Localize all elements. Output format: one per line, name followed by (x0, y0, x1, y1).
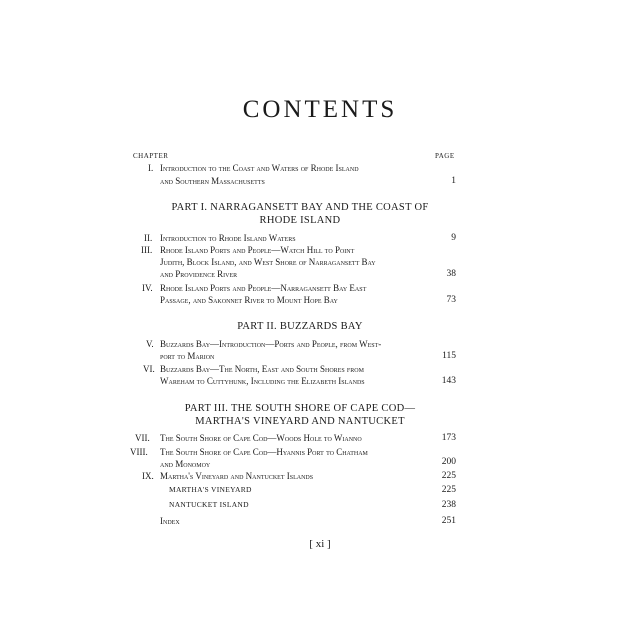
part-heading: RHODE ISLAND (259, 215, 341, 226)
chapter-title-line: and Providence River (160, 269, 238, 279)
part-heading: PART III. THE SOUTH SHORE OF CAPE COD— (184, 403, 416, 414)
page-folio: [ xi ] (309, 538, 331, 550)
chapter-title-line: Wareham to Cuttyhunk, Including the Elizabeth Islands (160, 376, 365, 386)
chapter-number: VIII. (130, 447, 148, 457)
chapter-title-line: Rhode Island Ports and People—Watch Hill to Point (160, 245, 355, 255)
chapter-column-header: CHAPTER (133, 152, 169, 160)
chapter-title-line: and Southern Massachusetts (160, 176, 265, 186)
chapter-page: 173 (441, 433, 456, 443)
section-title: MARTHA'S VINEYARD (169, 485, 252, 494)
chapter-title-line: Rhode Island Ports and People—Narragansett Bay East (160, 283, 367, 293)
chapter-number: IX. (142, 471, 154, 481)
chapter-title-line: The South Shore of Cape Cod—Hyannis Port to Chatham (160, 447, 368, 457)
chapter-title-line: Passage, and Sakonnet River to Mount Hope Bay (160, 295, 338, 305)
chapter-title-line: The South Shore of Cape Cod—Woods Hole to Wianno (160, 433, 362, 443)
chapter-title-line: Martha's Vineyard and Nantucket Islands (160, 471, 314, 481)
chapter-title-line: Buzzards Bay—Introduction—Ports and People, from West- (160, 339, 382, 349)
chapter-page: 73 (446, 295, 456, 305)
chapter-number: II. (144, 233, 153, 243)
chapter-title-line: Judith, Block Island, and West Shore of Narragansett Bay (160, 257, 376, 267)
section-page: 225 (441, 485, 456, 495)
chapter-number: VI. (143, 364, 155, 374)
section-title: NANTUCKET ISLAND (169, 500, 249, 509)
page-column-header: PAGE (435, 152, 455, 160)
chapter-number: I. (148, 163, 154, 173)
chapter-title-line: Buzzards Bay—The North, East and South Shores from (160, 364, 364, 374)
chapter-page: 225 (441, 471, 456, 481)
chapter-number: VII. (135, 433, 150, 443)
chapter-title-line: Introduction to the Coast and Waters of Rhode Island (160, 163, 359, 173)
chapter-number: V. (146, 339, 154, 349)
chapter-page: 1 (451, 176, 456, 186)
index-label: Index (160, 516, 180, 526)
part-heading: PART II. BUZZARDS BAY (237, 321, 363, 332)
chapter-number: IV. (142, 283, 153, 293)
part-heading: MARTHA'S VINEYARD AND NANTUCKET (195, 416, 405, 427)
chapter-title-line: port to Marion (160, 351, 215, 361)
chapter-title-line: Introduction to Rhode Island Waters (160, 233, 296, 243)
part-heading: PART I. NARRAGANSETT BAY AND THE COAST OF (171, 202, 429, 213)
section-page: 238 (441, 500, 456, 510)
chapter-page: 115 (442, 351, 456, 361)
chapter-page: 9 (451, 233, 456, 243)
chapter-page: 200 (441, 457, 456, 467)
page-title: CONTENTS (242, 96, 398, 123)
chapter-number: III. (141, 245, 153, 255)
chapter-title-line: and Monomoy (160, 459, 211, 469)
chapter-page: 38 (446, 269, 456, 279)
chapter-page: 143 (441, 376, 456, 386)
index-page: 251 (441, 516, 456, 526)
